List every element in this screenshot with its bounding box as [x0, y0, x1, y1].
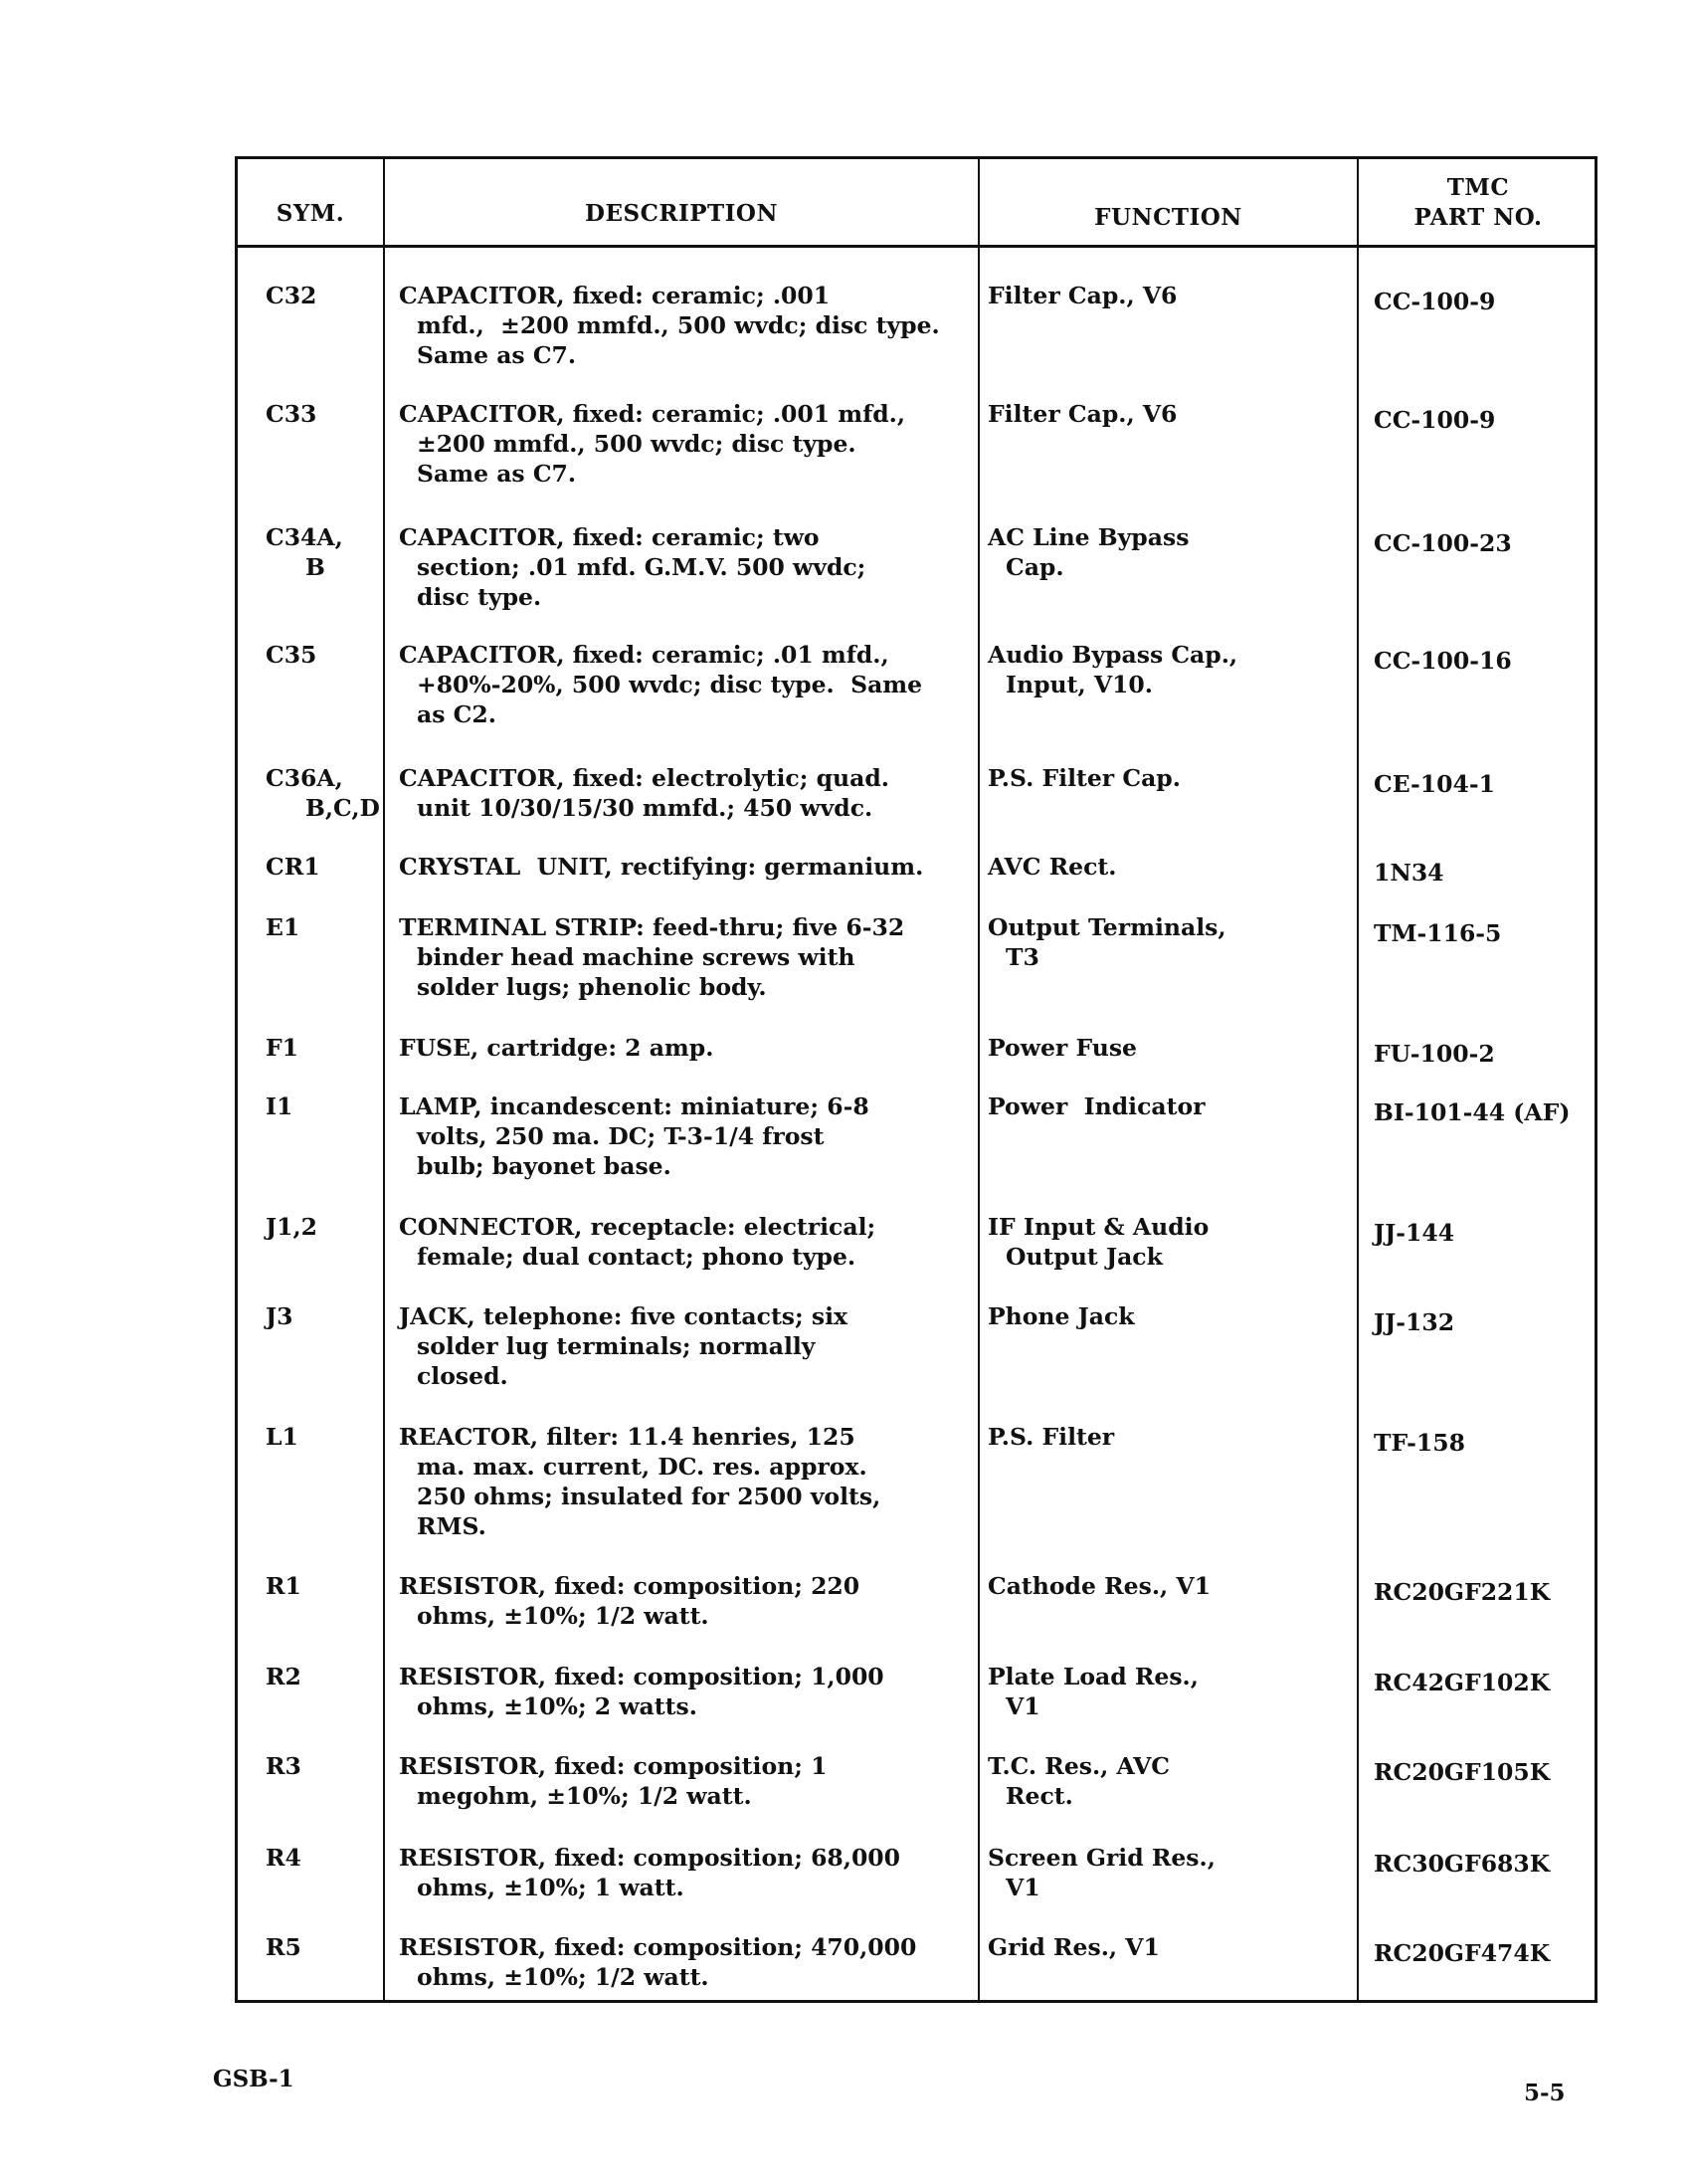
- description-cell: [399, 1843, 986, 1902]
- part-number-cell: BI-101-44 (AF): [1374, 1098, 1571, 1126]
- function-cell-line: V1: [1006, 1692, 1040, 1720]
- description-cell-line: CRYSTAL UNIT, rectifying: germanium.: [399, 853, 924, 881]
- description-cell-line: CAPACITOR, fixed: ceramic; .001: [399, 282, 831, 309]
- symbol-cell-line: C36A,: [266, 764, 343, 792]
- column-divider: [1357, 159, 1359, 2000]
- function-cell-line: Power Indicator: [988, 1092, 1206, 1120]
- description-cell-line: RESISTOR, fixed: composition; 68,000: [399, 1844, 901, 1872]
- function-cell-line: Grid Res., V1: [988, 1933, 1160, 1961]
- description-cell: [399, 640, 986, 729]
- description-cell: [399, 1033, 986, 1063]
- function-cell-line: Filter Cap., V6: [988, 282, 1178, 309]
- symbol-cell-line: C35: [266, 641, 317, 669]
- footer-doc-id: GSB-1: [213, 2066, 294, 2092]
- header-function: FUNCTION: [1094, 204, 1242, 231]
- part-number-cell: JJ-144: [1374, 1219, 1455, 1247]
- function-cell: [988, 1571, 1356, 1601]
- symbol-cell-line: L1: [266, 1423, 298, 1451]
- description-cell-line: closed.: [417, 1362, 508, 1390]
- description-cell-line: RESISTOR, fixed: composition; 220: [399, 1572, 860, 1600]
- symbol-cell: [266, 522, 365, 582]
- symbol-cell: [266, 1662, 365, 1691]
- function-cell-line: Input, V10.: [1006, 671, 1153, 698]
- header-part-line1: TMC: [1446, 174, 1510, 201]
- footer-page-number: 5-5: [1524, 2080, 1566, 2106]
- function-cell-line: Output Terminals,: [988, 913, 1226, 941]
- description-cell-line: CONNECTOR, receptacle: electrical;: [399, 1213, 876, 1241]
- description-cell-line: CAPACITOR, fixed: ceramic; two: [399, 523, 820, 551]
- symbol-cell: [266, 1301, 365, 1331]
- description-cell-line: CAPACITOR, fixed: ceramic; .001 mfd.,: [399, 400, 906, 428]
- function-cell-line: Filter Cap., V6: [988, 400, 1178, 428]
- description-cell: [399, 1422, 986, 1541]
- function-cell-line: AVC Rect.: [988, 853, 1117, 881]
- function-cell-line: Cap.: [1006, 553, 1064, 581]
- function-cell: [988, 399, 1356, 429]
- part-number-cell: RC42GF102K: [1374, 1669, 1551, 1696]
- symbol-cell: [266, 1092, 365, 1121]
- description-cell: [399, 522, 986, 612]
- part-number-cell: RC20GF221K: [1374, 1578, 1551, 1606]
- description-cell-line: unit 10/30/15/30 mmfd.; 450 wvdc.: [417, 794, 873, 822]
- function-cell: [988, 1751, 1356, 1811]
- description-cell-line: ohms, ±10%; 1/2 watt.: [417, 1602, 709, 1630]
- symbol-cell-line: F1: [266, 1034, 299, 1062]
- function-cell: [988, 1033, 1356, 1063]
- function-cell: [988, 1092, 1356, 1121]
- description-cell-line: mfd., ±200 mmfd., 500 wvdc; disc type.: [417, 311, 940, 339]
- symbol-cell-line: R5: [266, 1933, 301, 1961]
- part-number-cell: FU-100-2: [1374, 1040, 1495, 1068]
- symbol-cell: [266, 1422, 365, 1452]
- function-cell-line: Rect.: [1006, 1782, 1073, 1810]
- description-cell-line: LAMP, incandescent: miniature; 6-8: [399, 1092, 869, 1120]
- description-cell-line: as C2.: [417, 700, 496, 728]
- symbol-cell-line: I1: [266, 1092, 293, 1120]
- description-cell: [399, 1092, 986, 1181]
- symbol-cell: [266, 1033, 365, 1063]
- description-cell-line: ma. max. current, DC. res. approx.: [417, 1453, 867, 1481]
- description-cell-line: ohms, ±10%; 1/2 watt.: [417, 1963, 709, 1991]
- symbol-cell-line: C32: [266, 282, 317, 309]
- part-number-cell: RC30GF683K: [1374, 1850, 1551, 1878]
- symbol-cell-line: CR1: [266, 853, 320, 881]
- function-cell: [988, 1932, 1356, 1962]
- function-cell-line: Power Fuse: [988, 1034, 1137, 1062]
- description-cell-line: REACTOR, filter: 11.4 henries, 125: [399, 1423, 855, 1451]
- function-cell-line: IF Input & Audio: [988, 1213, 1210, 1241]
- description-cell-line: binder head machine screws with: [417, 943, 855, 971]
- function-cell-line: AC Line Bypass: [988, 523, 1190, 551]
- function-cell-line: Cathode Res., V1: [988, 1572, 1211, 1600]
- symbol-cell: [266, 281, 365, 310]
- description-cell-line: +80%-20%, 500 wvdc; disc type. Same: [417, 671, 923, 698]
- symbol-cell-line: E1: [266, 913, 300, 941]
- symbol-cell: [266, 640, 365, 670]
- description-cell-line: FUSE, cartridge: 2 amp.: [399, 1034, 714, 1062]
- header-part-no: [1359, 173, 1597, 233]
- symbol-cell: [266, 912, 365, 942]
- symbol-cell-line: B,C,D: [305, 794, 380, 822]
- description-cell-line: Same as C7.: [417, 460, 577, 488]
- part-number-cell: CE-104-1: [1374, 770, 1495, 798]
- function-cell: [988, 1422, 1356, 1452]
- function-cell-line: P.S. Filter: [988, 1423, 1115, 1451]
- header-sym: SYM.: [276, 200, 345, 227]
- part-number-cell: 1N34: [1374, 859, 1444, 887]
- description-cell-line: RMS.: [417, 1512, 486, 1540]
- description-cell-line: female; dual contact; phono type.: [417, 1243, 856, 1271]
- symbol-cell-line: C34A,: [266, 523, 343, 551]
- symbol-cell: [266, 1932, 365, 1962]
- function-cell-line: T3: [1006, 943, 1039, 971]
- function-cell-line: Phone Jack: [988, 1302, 1135, 1330]
- function-cell-line: Audio Bypass Cap.,: [988, 641, 1238, 669]
- description-cell: [399, 912, 986, 1002]
- part-number-cell: TF-158: [1374, 1429, 1465, 1457]
- part-number-cell: CC-100-9: [1374, 288, 1496, 315]
- symbol-cell-line: R3: [266, 1752, 301, 1780]
- symbol-cell-line: R1: [266, 1572, 301, 1600]
- function-cell: [988, 522, 1356, 582]
- description-cell-line: volts, 250 ma. DC; T-3-1/4 frost: [417, 1122, 825, 1150]
- description-cell-line: solder lug terminals; normally: [417, 1332, 816, 1360]
- header-description: DESCRIPTION: [585, 200, 778, 227]
- description-cell-line: megohm, ±10%; 1/2 watt.: [417, 1782, 752, 1810]
- description-cell: [399, 1662, 986, 1721]
- function-cell-line: Screen Grid Res.,: [988, 1844, 1216, 1872]
- description-cell: [399, 1751, 986, 1811]
- function-cell: [988, 281, 1356, 310]
- function-cell: [988, 640, 1356, 699]
- symbol-cell: [266, 1843, 365, 1873]
- function-cell-line: V1: [1006, 1874, 1040, 1901]
- symbol-cell: [266, 763, 380, 823]
- function-cell-line: P.S. Filter Cap.: [988, 764, 1181, 792]
- description-cell-line: disc type.: [417, 583, 542, 611]
- symbol-cell: [266, 1212, 365, 1242]
- description-cell: [399, 763, 986, 823]
- parts-list-table: [235, 156, 1597, 2003]
- description-cell-line: CAPACITOR, fixed: ceramic; .01 mfd.,: [399, 641, 889, 669]
- description-cell-line: RESISTOR, fixed: composition; 1,000: [399, 1663, 884, 1690]
- description-cell-line: 250 ohms; insulated for 2500 volts,: [417, 1483, 881, 1510]
- description-cell-line: section; .01 mfd. G.M.V. 500 wvdc;: [417, 553, 866, 581]
- function-cell: [988, 1301, 1356, 1331]
- function-cell: [988, 763, 1356, 793]
- function-cell-line: Plate Load Res.,: [988, 1663, 1199, 1690]
- symbol-cell: [266, 399, 365, 429]
- header-part-line2: PART NO.: [1413, 204, 1543, 231]
- symbol-cell-line: R2: [266, 1663, 301, 1690]
- function-cell-line: Output Jack: [1006, 1243, 1163, 1271]
- description-cell-line: JACK, telephone: five contacts; six: [399, 1302, 848, 1330]
- description-cell-line: Same as C7.: [417, 341, 577, 369]
- symbol-cell-line: C33: [266, 400, 317, 428]
- part-number-cell: RC20GF474K: [1374, 1939, 1551, 1967]
- description-cell: [399, 1301, 986, 1391]
- symbol-cell-line: R4: [266, 1844, 301, 1872]
- description-cell-line: CAPACITOR, fixed: electrolytic; quad.: [399, 764, 889, 792]
- function-cell: [988, 912, 1356, 972]
- part-number-cell: CC-100-23: [1374, 529, 1512, 557]
- function-cell: [988, 1662, 1356, 1721]
- description-cell: [399, 1212, 986, 1272]
- description-cell: [399, 1571, 986, 1631]
- header-divider: [238, 245, 1595, 248]
- description-cell: [399, 1932, 986, 1992]
- symbol-cell-line: B: [305, 553, 325, 581]
- description-cell: [399, 852, 986, 882]
- description-cell-line: ohms, ±10%; 2 watts.: [417, 1692, 697, 1720]
- symbol-cell: [266, 852, 365, 882]
- description-cell-line: RESISTOR, fixed: composition; 470,000: [399, 1933, 917, 1961]
- column-divider: [383, 159, 385, 2000]
- part-number-cell: TM-116-5: [1374, 919, 1502, 947]
- symbol-cell: [266, 1751, 365, 1781]
- description-cell-line: ±200 mmfd., 500 wvdc; disc type.: [417, 430, 856, 458]
- part-number-cell: RC20GF105K: [1374, 1758, 1551, 1786]
- description-cell: [399, 281, 986, 370]
- description-cell-line: bulb; bayonet base.: [417, 1152, 671, 1180]
- function-cell: [988, 1843, 1356, 1902]
- symbol-cell-line: J1,2: [266, 1213, 318, 1241]
- symbol-cell-line: J3: [266, 1302, 293, 1330]
- description-cell-line: solder lugs; phenolic body.: [417, 973, 767, 1001]
- description-cell: [399, 399, 986, 489]
- description-cell-line: RESISTOR, fixed: composition; 1: [399, 1752, 828, 1780]
- function-cell: [988, 1212, 1356, 1272]
- function-cell-line: T.C. Res., AVC: [988, 1752, 1171, 1780]
- symbol-cell: [266, 1571, 365, 1601]
- function-cell: [988, 852, 1356, 882]
- part-number-cell: CC-100-9: [1374, 406, 1496, 434]
- part-number-cell: CC-100-16: [1374, 647, 1512, 675]
- part-number-cell: JJ-132: [1374, 1308, 1455, 1336]
- description-cell-line: TERMINAL STRIP: feed-thru; five 6-32: [399, 913, 905, 941]
- description-cell-line: ohms, ±10%; 1 watt.: [417, 1874, 684, 1901]
